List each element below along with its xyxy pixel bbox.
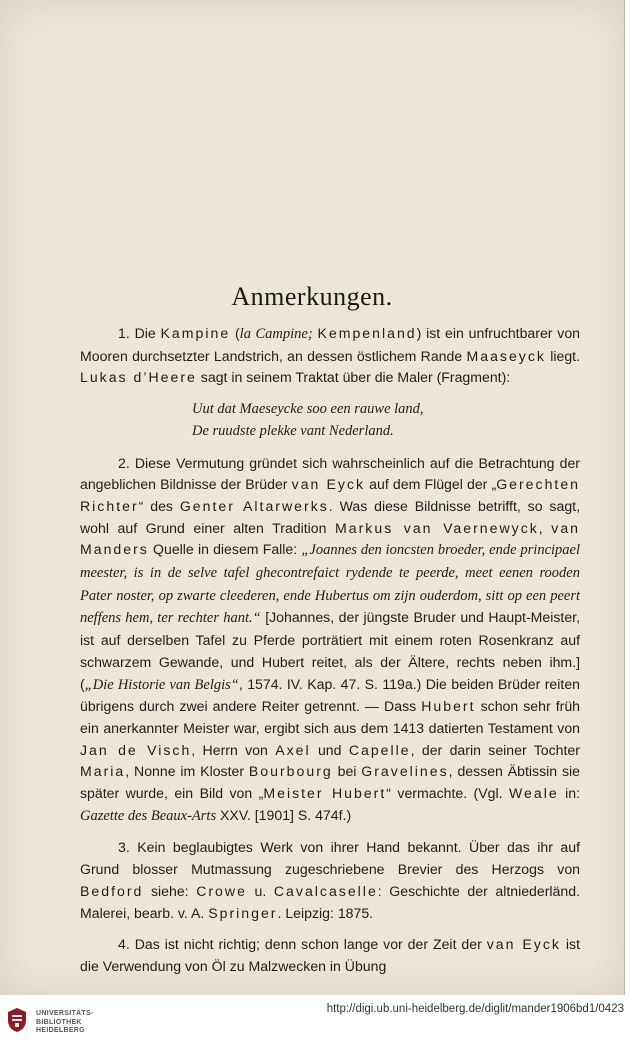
- note-4: 4. Das ist nicht richtig; denn schon lange vor der Zeit der van Eyck ist die Verwendung von Öl zu Malzwecken in Übung: [80, 936, 580, 974]
- notes-body: [80, 323, 580, 988]
- note-2: 2. Diese Vermutung gründet sich wahrscheinlich auf die Betrachtung der angeblichen Bildnisse der Brüder van Eyck auf dem Flügel der „Gerechten Richter“ des Genter Altarwerks. Was diese Bildnisse betrifft, so sagt, wohl auf Grund einer alten Tradition Markus van Vaernewyck, van Manders Quelle in diesem Falle: „Joannes den ioncsten broeder, ende principael meester, is in de selve tafel ghecontrefaict rydende te peerde, meet eenen rooden Pater noster, op zwarte cleederen, ende Hubertus om zijn ouderdom, sitt op een peert neffens hem, ter rechter hant.“ [Johannes, der jüngste Bruder und Haupt-Meister, ist auf derselben Tafel zu Pferde porträtiert mit einem roten Rosenkranz auf schwarzem Gewande, und Hubert reitet, als der Ältere, rechts neben ihm.] („Die Historie van Belgis“, 1574. IV. Kap. 47. S. 119a.) Die beiden Brüder reiten übrigens durch zwei andere Reiter getrennt. — Dass Hubert schon sehr früh ein anerkannter Meister war, ergibt sich aus dem 1413 datierten Testament von Jan de Visch, Herrn von Axel und Capelle, der darin seiner Tochter Maria, Nonne im Kloster Bourbourg bei Gravelines, dessen Äbtissin sie später wurde, ein Bild von „Meister Hubert“ vermachte. (Vgl. Weale in: Gazette des Beaux-Arts XXV. [1901] S. 474f.): [80, 454, 581, 824]
- note-1: 1. Die Kampine (la Campine; Kempenland) ist ein unfruchtbarer von Mooren durchsetzter Landstrich, an dessen östlichem Rande Maaseyck liegt. Lukas d’Heere sagt in seinem Traktat über die Maler (Fragment):: [80, 325, 581, 386]
- verse-line: De ruudste plekke vant Nederland.: [192, 422, 394, 439]
- verse-line: Uut dat Maeseycke soo een rauwe land,: [192, 401, 424, 418]
- footer-bar: [0, 995, 630, 1041]
- library-name: UNIVERSITÄTS- BIBLIOTHEK HEIDELBERG: [36, 1010, 94, 1034]
- bleed-through-text: [150, 76, 624, 90]
- note-3: 3. Kein beglaubigtes Werk von ihrer Hand bekannt. Über das ihr auf Grund blosser Mutmassung zugeschriebene Brevier des Herzogs von Bedford siehe: Crowe u. Cavalcaselle: Geschichte der altniederländ. Malerei, bearb. v. A. Springer. Leipzig: 1875.: [80, 839, 580, 921]
- university-library-logo-icon: [6, 1006, 28, 1034]
- bleed-through-text: [300, 122, 624, 136]
- source-url-link[interactable]: http://digi.ub.uni-heidelberg.de/diglit/mander1906bd1/0423: [326, 1003, 624, 1015]
- bleed-through-text: [330, 100, 624, 114]
- page-heading: Anmerkungen.: [231, 282, 393, 311]
- verse-quote: [192, 399, 580, 442]
